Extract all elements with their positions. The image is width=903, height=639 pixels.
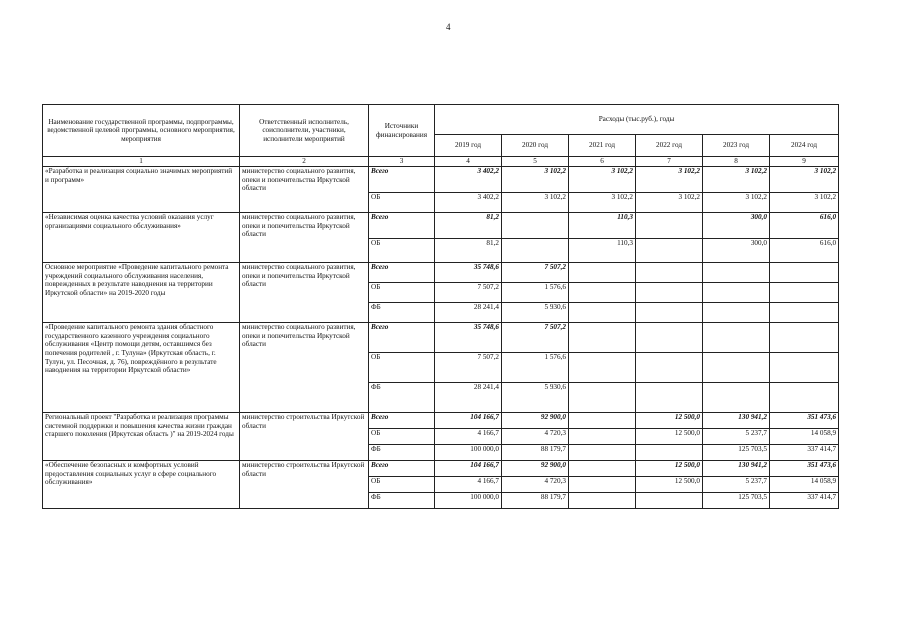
expense-value: 100 000,0 xyxy=(435,445,502,461)
expense-value: 3 102,2 xyxy=(569,193,636,213)
expense-value xyxy=(636,239,703,263)
expense-value: 12 500,0 xyxy=(636,461,703,477)
expense-value: 100 000,0 xyxy=(435,493,502,509)
funding-source: Всего xyxy=(369,263,435,283)
column-number: 4 xyxy=(435,157,502,167)
expense-value: 351 473,6 xyxy=(770,461,839,477)
expense-value xyxy=(569,283,636,303)
expense-value: 104 166,7 xyxy=(435,461,502,477)
column-number: 6 xyxy=(569,157,636,167)
column-number: 5 xyxy=(502,157,569,167)
table-row xyxy=(43,167,839,193)
expense-value: 104 166,7 xyxy=(435,413,502,429)
page-number: 4 xyxy=(446,22,451,32)
expense-value xyxy=(569,263,636,283)
expense-value: 3 102,2 xyxy=(569,167,636,193)
funding-source: Всего xyxy=(369,323,435,353)
expense-value xyxy=(569,445,636,461)
expense-value xyxy=(703,263,770,283)
expense-value xyxy=(770,383,839,413)
table-row xyxy=(43,213,839,239)
header-expenses: Расходы (тыс.руб.), годы xyxy=(435,105,839,135)
header-year-2024: 2024 год xyxy=(770,135,839,157)
funding-source: ОБ xyxy=(369,429,435,445)
expense-value xyxy=(770,353,839,383)
program-name: «Независимая оценка качества условий оказания услуг организациями социального обслуживания» xyxy=(43,213,240,263)
expense-value: 81,2 xyxy=(435,239,502,263)
header-year-2022: 2022 год xyxy=(636,135,703,157)
funding-source: ОБ xyxy=(369,353,435,383)
expense-value: 616,0 xyxy=(770,213,839,239)
header-source: Источники финансирования xyxy=(369,105,435,157)
program-name: «Проведение капитального ремонта здания областного государственного казенного учреждения социального обслуживания «Центр помощи детям, оставшимся без попечения родителей , г. Тулуна» (Иркутская область, г. Тулун, ул. Песочная, д. 76), повреждённого в результате наводнения на территории Иркутской области» xyxy=(43,323,240,413)
expense-value: 1 576,6 xyxy=(502,353,569,383)
expense-value xyxy=(569,353,636,383)
expense-value: 130 941,2 xyxy=(703,413,770,429)
funding-source: Всего xyxy=(369,461,435,477)
table-row xyxy=(43,413,839,429)
header-executor: Ответственный исполнитель, соисполнители, участники, исполнители мероприятий xyxy=(240,105,369,157)
expense-value xyxy=(636,445,703,461)
expense-value xyxy=(703,353,770,383)
expense-value xyxy=(703,383,770,413)
expense-value xyxy=(502,213,569,239)
budget-table xyxy=(42,104,839,509)
expense-value: 1 576,6 xyxy=(502,283,569,303)
expense-value: 300,0 xyxy=(703,239,770,263)
funding-source: Всего xyxy=(369,213,435,239)
funding-source: ФБ xyxy=(369,303,435,323)
expense-value: 337 414,7 xyxy=(770,445,839,461)
program-name: Региональный проект "Разработка и реализация программы системной поддержки и повышения качества жизни граждан старшего поколения (Иркутская область )" на 2019-2024 годы xyxy=(43,413,240,461)
expense-value xyxy=(569,461,636,477)
expense-value: 130 941,2 xyxy=(703,461,770,477)
expense-value: 5 237,7 xyxy=(703,429,770,445)
expense-value: 88 179,7 xyxy=(502,493,569,509)
column-number: 3 xyxy=(369,157,435,167)
expense-value xyxy=(770,263,839,283)
funding-source: ОБ xyxy=(369,239,435,263)
executor-name: министерство социального развития, опеки и попечительства Иркутской области xyxy=(240,263,369,323)
executor-name: министерство социального развития, опеки и попечительства Иркутской области xyxy=(240,213,369,263)
expense-value xyxy=(636,383,703,413)
expense-value: 110,3 xyxy=(569,213,636,239)
expense-value: 3 402,2 xyxy=(435,167,502,193)
expense-value xyxy=(502,239,569,263)
expense-value xyxy=(636,213,703,239)
expense-value: 28 241,4 xyxy=(435,383,502,413)
funding-source: ФБ xyxy=(369,445,435,461)
expense-value xyxy=(703,303,770,323)
funding-source: ФБ xyxy=(369,383,435,413)
expense-value xyxy=(703,323,770,353)
executor-name: министерство социального развития, опеки и попечительства Иркутской области xyxy=(240,323,369,413)
program-name: «Обеспечение безопасных и комфортных условий предоставления социальных услуг в сфере социального обслуживания» xyxy=(43,461,240,509)
expense-value xyxy=(569,477,636,493)
expense-value xyxy=(636,303,703,323)
program-name: «Разработка и реализация социально значимых мероприятий и программ» xyxy=(43,167,240,213)
table-row xyxy=(43,263,839,283)
expense-value xyxy=(569,429,636,445)
expense-value: 7 507,2 xyxy=(435,353,502,383)
expense-value: 4 166,7 xyxy=(435,477,502,493)
expense-value: 300,0 xyxy=(703,213,770,239)
table-body xyxy=(43,167,839,509)
funding-source: ОБ xyxy=(369,193,435,213)
expense-value: 125 703,5 xyxy=(703,493,770,509)
column-number: 7 xyxy=(636,157,703,167)
header-year-2021: 2021 год xyxy=(569,135,636,157)
table-row xyxy=(43,461,839,477)
funding-source: ОБ xyxy=(369,477,435,493)
executor-name: министерство социального развития, опеки и попечительства Иркутской области xyxy=(240,167,369,213)
expense-value: 14 058,9 xyxy=(770,429,839,445)
expense-value: 3 102,2 xyxy=(636,193,703,213)
expense-value: 3 102,2 xyxy=(703,193,770,213)
funding-source: ОБ xyxy=(369,283,435,303)
expense-value: 12 500,0 xyxy=(636,477,703,493)
column-number-row xyxy=(43,157,839,167)
column-number: 9 xyxy=(770,157,839,167)
expense-value: 35 748,6 xyxy=(435,323,502,353)
expense-value: 3 102,2 xyxy=(770,193,839,213)
expense-value xyxy=(569,323,636,353)
expense-value: 125 703,5 xyxy=(703,445,770,461)
expense-value xyxy=(703,283,770,303)
expense-value xyxy=(770,323,839,353)
expense-value: 5 930,6 xyxy=(502,303,569,323)
expense-value: 88 179,7 xyxy=(502,445,569,461)
expense-value: 92 900,0 xyxy=(502,413,569,429)
expense-value xyxy=(636,263,703,283)
funding-source: ФБ xyxy=(369,493,435,509)
expense-value: 4 166,7 xyxy=(435,429,502,445)
column-number: 8 xyxy=(703,157,770,167)
expense-value: 12 500,0 xyxy=(636,413,703,429)
expense-value xyxy=(569,413,636,429)
expense-value: 7 507,2 xyxy=(502,323,569,353)
expense-value: 3 102,2 xyxy=(502,167,569,193)
funding-source: Всего xyxy=(369,167,435,193)
expense-value: 7 507,2 xyxy=(502,263,569,283)
expense-value xyxy=(770,303,839,323)
expense-value: 4 720,3 xyxy=(502,477,569,493)
expense-value xyxy=(569,493,636,509)
header-name: Наименование государственной программы, подпрограммы, ведомственной целевой программы, основного мероприятия, мероприятия xyxy=(43,105,240,157)
expense-value: 14 058,9 xyxy=(770,477,839,493)
expense-value xyxy=(636,353,703,383)
column-number: 2 xyxy=(240,157,369,167)
expense-value xyxy=(569,303,636,323)
expense-value: 3 102,2 xyxy=(636,167,703,193)
expense-value: 92 900,0 xyxy=(502,461,569,477)
expense-value xyxy=(636,283,703,303)
expense-value: 35 748,6 xyxy=(435,263,502,283)
expense-value: 7 507,2 xyxy=(435,283,502,303)
expense-value xyxy=(569,383,636,413)
expense-value: 3 402,2 xyxy=(435,193,502,213)
expense-value: 5 930,6 xyxy=(502,383,569,413)
expense-value: 351 473,6 xyxy=(770,413,839,429)
expense-value: 110,3 xyxy=(569,239,636,263)
expense-value: 12 500,0 xyxy=(636,429,703,445)
expense-value: 337 414,7 xyxy=(770,493,839,509)
expense-value xyxy=(636,493,703,509)
expense-value xyxy=(770,283,839,303)
expense-value: 3 102,2 xyxy=(770,167,839,193)
executor-name: министерство строительства Иркутской области xyxy=(240,413,369,461)
expense-value: 81,2 xyxy=(435,213,502,239)
expense-value: 28 241,4 xyxy=(435,303,502,323)
table-row xyxy=(43,323,839,353)
expense-value: 4 720,3 xyxy=(502,429,569,445)
expense-value: 3 102,2 xyxy=(703,167,770,193)
executor-name: министерство строительства Иркутской области xyxy=(240,461,369,509)
header-year-2023: 2023 год xyxy=(703,135,770,157)
expense-value: 5 237,7 xyxy=(703,477,770,493)
expense-value: 3 102,2 xyxy=(502,193,569,213)
program-name: Основное мероприятие «Проведение капитального ремонта учреждений социального обслуживания населения, поврежденных в результате наводнения на территории Иркутской области» на 2019-2020 годы xyxy=(43,263,240,323)
expense-value xyxy=(636,323,703,353)
header-year-2019: 2019 год xyxy=(435,135,502,157)
column-number: 1 xyxy=(43,157,240,167)
expense-value: 616,0 xyxy=(770,239,839,263)
header-year-2020: 2020 год xyxy=(502,135,569,157)
funding-source: Всего xyxy=(369,413,435,429)
